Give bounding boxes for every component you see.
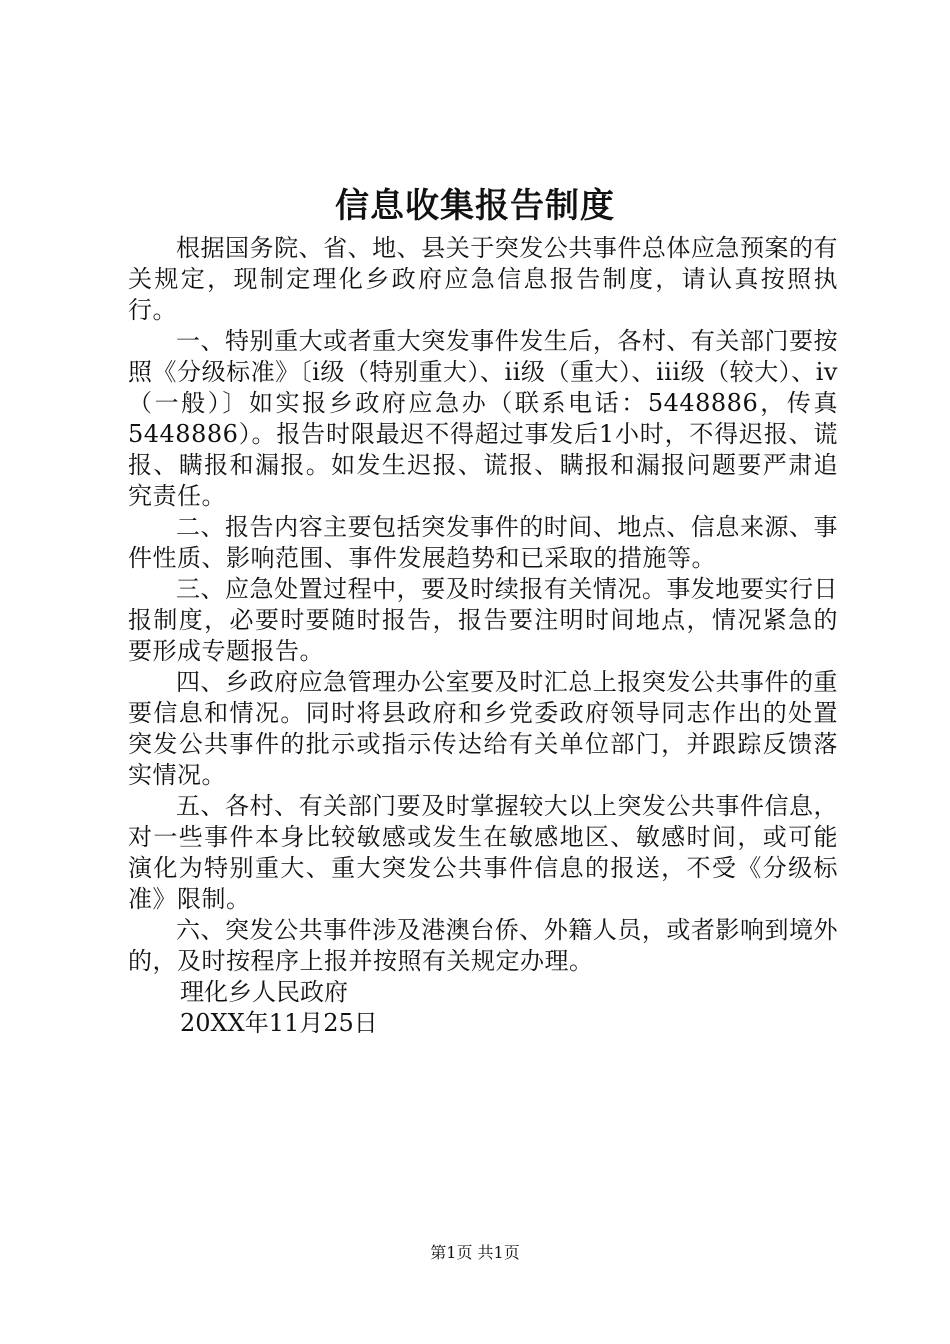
document-body [128, 233, 838, 1039]
date: 20XX年11月25日 [180, 1009, 378, 1037]
signature: 理化乡人民政府 [180, 978, 348, 1006]
paragraph-item-1: 一、特别重大或者重大突发事件发生后，各村、有关部门要按照《分级标准》〔i级（特别重大）、ii级（重大）、iii级（较大）、iv（一般）〕如实报乡政府应急办（联系电话：5448886，传真5448886）。报告时限最迟不得超过事发后1小时，不得迟报、谎报、瞒报和漏报。如发生迟报、谎报、瞒报和漏报问题要严肃追究责任。 [128, 327, 838, 510]
paragraph-item-4: 四、乡政府应急管理办公室要及时汇总上报突发公共事件的重要信息和情况。同时将县政府和乡党委政府领导同志作出的处置突发公共事件的批示或指示传达给有关单位部门，并跟踪反馈落实情况。 [128, 668, 838, 789]
paragraph-item-2: 二、报告内容主要包括突发事件的时间、地点、信息来源、事件性质、影响范围、事件发展趋势和已采取的措施等。 [128, 513, 838, 572]
document-title: 信息收集报告制度 [335, 186, 615, 226]
paragraph-item-5: 五、各村、有关部门要及时掌握较大以上突发公共事件信息，对一些事件本身比较敏感或发生在敏感地区、敏感时间，或可能演化为特别重大、重大突发公共事件信息的报送，不受《分级标准》限制。 [128, 792, 838, 913]
paragraph-intro: 根据国务院、省、地、县关于突发公共事件总体应急预案的有关规定，现制定理化乡政府应急信息报告制度，请认真按照执行。 [128, 234, 838, 324]
paragraph-item-3: 三、应急处置过程中，要及时续报有关情况。事发地要实行日报制度，必要时要随时报告，报告要注明时间地点，情况紧急的要形成专题报告。 [128, 575, 838, 665]
paragraph-item-6: 六、突发公共事件涉及港澳台侨、外籍人员，或者影响到境外的，及时按程序上报并按照有关规定办理。 [128, 916, 838, 975]
page-footer: 第1页 共1页 [430, 1243, 520, 1262]
